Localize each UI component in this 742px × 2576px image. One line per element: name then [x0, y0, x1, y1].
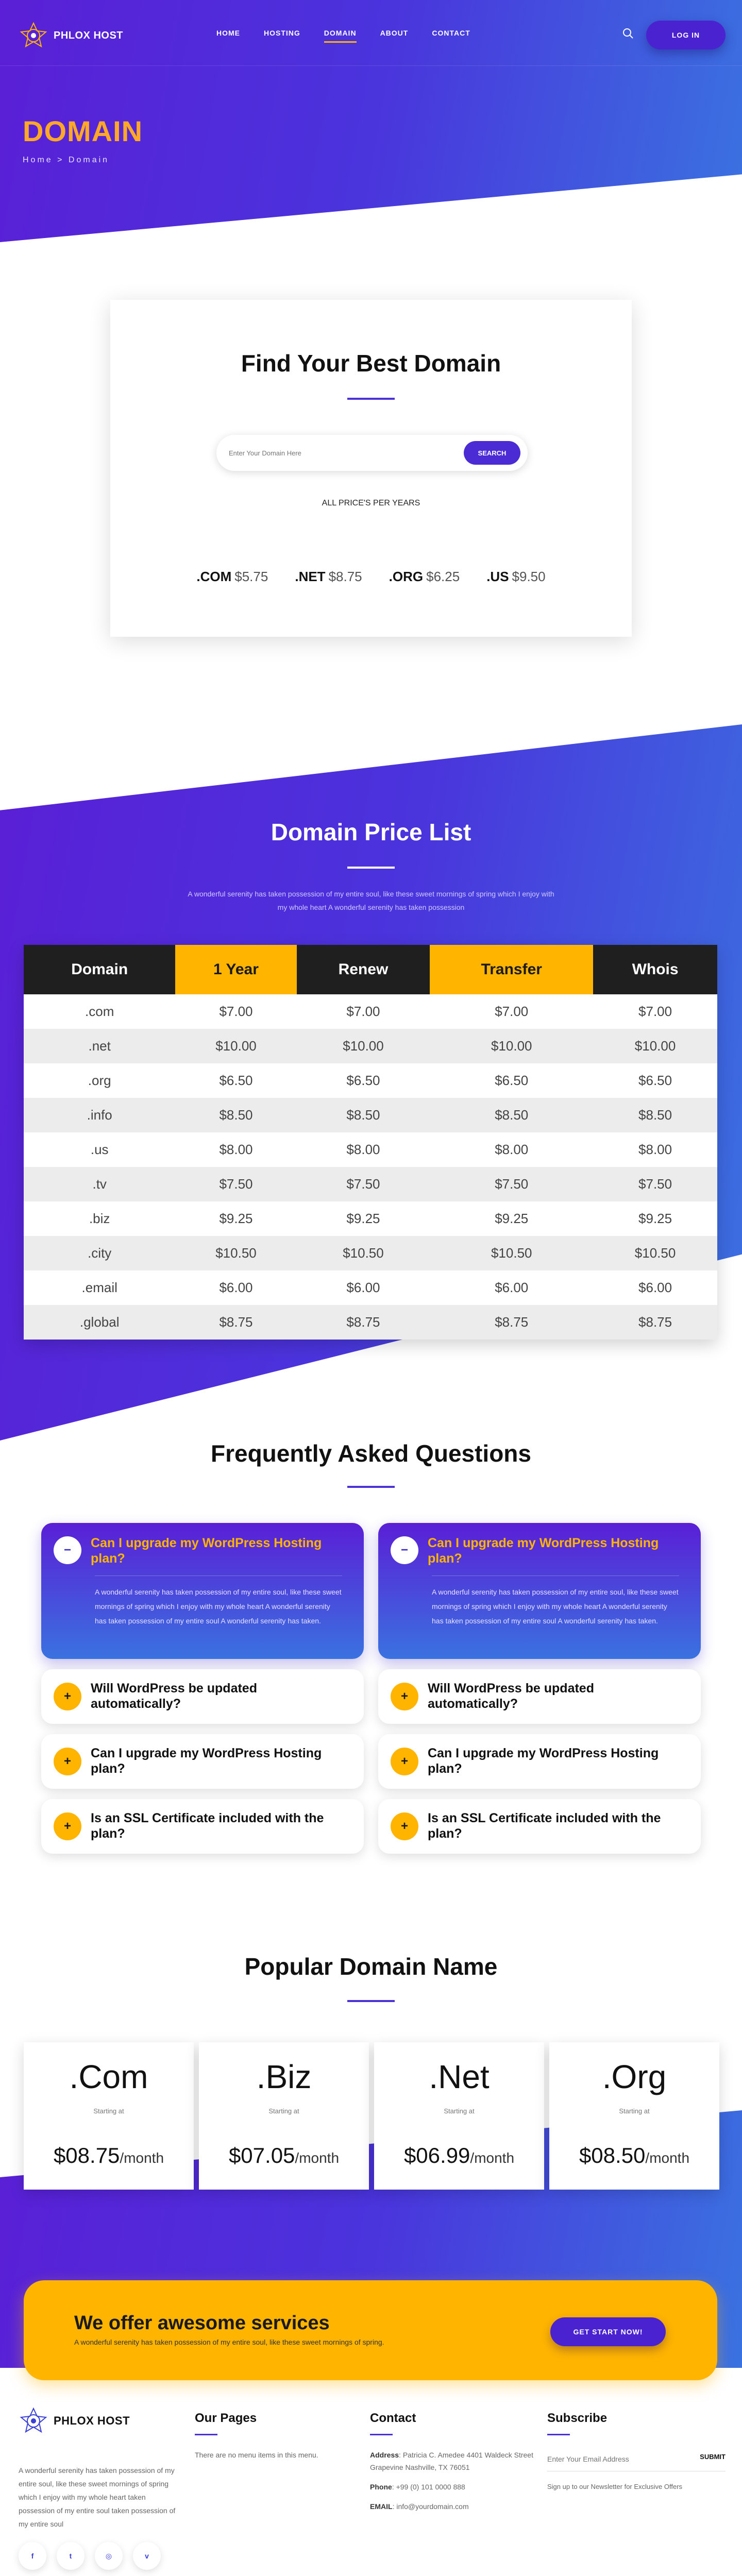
get-start-button[interactable]: GET START NOW! [550, 2317, 666, 2346]
subscribe-form [547, 2449, 726, 2471]
domain-price: $08.75/month [53, 2143, 164, 2167]
domain-tld: .Org [602, 2058, 667, 2095]
price-cell: $9.25 [593, 1201, 717, 1236]
domain-tld: .Biz [256, 2058, 312, 2095]
table-row [24, 1305, 717, 1340]
domain-cell: .biz [24, 1201, 175, 1236]
divider [432, 1575, 679, 1576]
contact-email: EMAIL: info@yourdomain.com [370, 2502, 469, 2511]
column-header: Whois [593, 945, 717, 994]
footer [0, 2406, 742, 2576]
domain-search-title: Find Your Best Domain [241, 350, 501, 377]
nav-domain[interactable]: DOMAIN [324, 29, 357, 43]
breadcrumb: Home > Domain [23, 156, 110, 164]
dribbble-icon[interactable]: ◎ [95, 2542, 123, 2570]
price-cell: $10.50 [175, 1236, 296, 1270]
domain-cell: .us [24, 1132, 175, 1167]
price-cell: $6.00 [175, 1270, 296, 1305]
plus-icon[interactable]: + [391, 1812, 418, 1840]
logo-icon [19, 2406, 48, 2436]
heading-underline [547, 2434, 570, 2435]
faq-question: Can I upgrade my WordPress Hosting plan? [428, 1746, 659, 1776]
domain-cell: .org [24, 1063, 175, 1098]
faq-question: Is an SSL Certificate included with the plan? [428, 1811, 661, 1841]
price-note: ALL PRICE'S PER YEARS [322, 499, 420, 507]
faq-question: Can I upgrade my WordPress Hosting plan? [428, 1536, 659, 1566]
domain-tld: .Net [429, 2058, 490, 2095]
starting-label: Starting at [268, 2107, 299, 2115]
footer-pages [195, 2411, 318, 2461]
main-menu [216, 29, 470, 43]
starting-label: Starting at [619, 2107, 650, 2115]
search-icon[interactable] [622, 28, 634, 39]
faq-column-left [41, 1523, 364, 1854]
submit-button[interactable]: SUBMIT [700, 2453, 726, 2461]
price-cell: $8.75 [593, 1305, 717, 1340]
domain-search-input[interactable] [229, 446, 456, 460]
title-underline [347, 398, 395, 400]
tld-price-item: .ORG $6.25 [389, 569, 460, 584]
price-cell: $8.00 [297, 1132, 430, 1167]
social-links [19, 2542, 161, 2570]
contact-phone: Phone: +99 (0) 101 0000 888 [370, 2483, 465, 2491]
domain-cell: .net [24, 1029, 175, 1063]
minus-icon[interactable]: − [54, 1536, 81, 1564]
faq-item[interactable] [378, 1799, 701, 1854]
faq-item-open[interactable] [378, 1523, 701, 1659]
table-row [24, 1063, 717, 1098]
price-cell: $9.25 [175, 1201, 296, 1236]
heading-underline [370, 2434, 393, 2435]
column-header: Domain [24, 945, 175, 994]
domain-search-card [110, 300, 632, 637]
faq-item[interactable] [378, 1669, 701, 1724]
popular-domain-cards [24, 2042, 719, 2190]
domain-card[interactable] [199, 2042, 369, 2190]
title-underline [347, 1486, 395, 1488]
faq-item[interactable] [378, 1734, 701, 1789]
price-cell: $10.00 [175, 1029, 296, 1063]
title-underline [347, 867, 395, 869]
price-cell: $8.00 [430, 1132, 593, 1167]
domain-cell: .email [24, 1270, 175, 1305]
site-logo[interactable] [19, 21, 123, 50]
faq-answer: A wonderful serenity has taken possession of my entire soul, like these sweet mornings of spring which I enjoy with my whole heart A wonderful serenity has taken possession of my entire soul A wonderful serenity has taken. [95, 1588, 342, 1625]
cta-text: A wonderful serenity has taken possession of my entire soul, like these sweet mornings of spring. [74, 2338, 384, 2346]
price-cell: $6.50 [593, 1063, 717, 1098]
domain-cell: .info [24, 1098, 175, 1132]
price-cell: $10.50 [593, 1236, 717, 1270]
faq-item[interactable] [41, 1799, 364, 1854]
twitter-icon[interactable]: t [57, 2542, 85, 2570]
domain-card[interactable] [374, 2042, 544, 2190]
divider [95, 1575, 342, 1576]
minus-icon[interactable]: − [391, 1536, 418, 1564]
price-cell: $10.50 [430, 1236, 593, 1270]
price-cell: $6.00 [297, 1270, 430, 1305]
faq-item[interactable] [41, 1669, 364, 1724]
table-row [24, 1270, 717, 1305]
domain-price: $07.05/month [228, 2143, 340, 2167]
title-underline [347, 2000, 395, 2002]
price-cell: $8.00 [175, 1132, 296, 1167]
price-cell: $8.50 [593, 1098, 717, 1132]
footer-heading: Contact [370, 2411, 416, 2425]
domain-cell: .tv [24, 1167, 175, 1201]
price-cell: $7.00 [175, 994, 296, 1029]
price-cell: $10.00 [593, 1029, 717, 1063]
brand-name: PHLOX HOST [54, 2414, 130, 2427]
nav-hosting[interactable]: HOSTING [264, 29, 300, 37]
footer-heading: Our Pages [195, 2411, 257, 2425]
column-header: Renew [297, 945, 430, 994]
contact-address: Address: Patricia C. Amedee 4401 Waldeck Street Grapevine Nashville, TX 76051 [370, 2451, 533, 2471]
price-list-title: Domain Price List [271, 819, 471, 845]
plus-icon[interactable]: + [54, 1812, 81, 1840]
table-header-row [24, 945, 717, 994]
domain-card[interactable] [549, 2042, 719, 2190]
footer-logo[interactable] [19, 2406, 130, 2436]
nav-home[interactable]: HOME [216, 29, 240, 37]
brand-name: PHLOX HOST [54, 29, 124, 41]
table-row [24, 1201, 717, 1236]
price-cell: $6.50 [175, 1063, 296, 1098]
faq-question: Is an SSL Certificate included with the plan? [91, 1811, 324, 1841]
faq-question: Will WordPress be updated automatically? [428, 1681, 594, 1711]
plus-icon[interactable]: + [391, 1683, 418, 1710]
footer-heading: Subscribe [547, 2411, 608, 2425]
domain-cell: .global [24, 1305, 175, 1340]
vimeo-icon[interactable]: v [133, 2542, 161, 2570]
domain-price: $06.99/month [403, 2143, 515, 2167]
page-title: DOMAIN [23, 115, 143, 147]
faq-question: Will WordPress be updated automatically? [91, 1681, 257, 1711]
plus-icon[interactable]: + [54, 1748, 81, 1775]
domain-search-button[interactable]: SEARCH [464, 441, 520, 465]
tld-price-list [110, 569, 632, 585]
price-cell: $9.25 [297, 1201, 430, 1236]
faq-question: Can I upgrade my WordPress Hosting plan? [91, 1746, 322, 1776]
price-cell: $8.50 [297, 1098, 430, 1132]
email-field[interactable] [547, 2455, 671, 2463]
price-cell: $6.00 [430, 1270, 593, 1305]
domain-price-table [24, 945, 717, 1340]
price-cell: $10.00 [430, 1029, 593, 1063]
domain-card[interactable] [24, 2042, 194, 2190]
price-cell: $10.00 [297, 1029, 430, 1063]
price-cell: $9.25 [430, 1201, 593, 1236]
cta-title: We offer awesome services [74, 2312, 330, 2334]
logo-icon [19, 21, 48, 50]
pages-empty-text: There are no menu items in this menu. [195, 2451, 318, 2459]
domain-search-box [216, 435, 528, 471]
price-cell: $7.50 [593, 1167, 717, 1201]
starting-label: Starting at [444, 2107, 475, 2115]
price-cell: $7.50 [297, 1167, 430, 1201]
popular-title: Popular Domain Name [244, 1953, 498, 1980]
plus-icon[interactable]: + [54, 1683, 81, 1710]
price-cell: $8.75 [430, 1305, 593, 1340]
price-cell: $7.00 [297, 994, 430, 1029]
domain-cell: .com [24, 994, 175, 1029]
nav-about[interactable]: ABOUT [380, 29, 409, 37]
subscribe-note: Sign up to our Newsletter for Exclusive Offers [547, 2483, 683, 2490]
table-row [24, 1132, 717, 1167]
footer-subscribe [547, 2411, 726, 2493]
domain-cell: .city [24, 1236, 175, 1270]
faq-item-open[interactable] [41, 1523, 364, 1659]
faq-item[interactable] [41, 1734, 364, 1789]
heading-underline [195, 2434, 217, 2435]
faq-answer: A wonderful serenity has taken possession of my entire soul, like these sweet mornings of spring which I enjoy with my whole heart A wonderful serenity has taken possession of my entire soul A wonderful serenity has taken. [432, 1588, 679, 1625]
price-cell: $10.50 [297, 1236, 430, 1270]
domain-tld: .Com [69, 2058, 148, 2095]
nav-contact[interactable]: CONTACT [432, 29, 470, 37]
tld-price-item: .US $9.50 [486, 569, 546, 584]
tld-price-item: .COM $5.75 [196, 569, 268, 584]
price-cell: $8.75 [297, 1305, 430, 1340]
faq-question: Can I upgrade my WordPress Hosting plan? [91, 1536, 322, 1566]
table-row [24, 1098, 717, 1132]
table-row [24, 1167, 717, 1201]
price-cell: $7.50 [175, 1167, 296, 1201]
plus-icon[interactable]: + [391, 1748, 418, 1775]
price-cell: $8.00 [593, 1132, 717, 1167]
price-cell: $6.50 [430, 1063, 593, 1098]
price-cell: $7.00 [430, 994, 593, 1029]
faq-title: Frequently Asked Questions [211, 1440, 531, 1467]
login-button[interactable]: LOG IN [646, 21, 726, 49]
top-navbar [0, 0, 742, 66]
domain-price: $08.50/month [579, 2143, 690, 2167]
price-cell: $8.50 [175, 1098, 296, 1132]
price-cell: $8.75 [175, 1305, 296, 1340]
price-cell: $6.50 [297, 1063, 430, 1098]
tld-price-item: .NET $8.75 [295, 569, 362, 584]
footer-about: A wonderful serenity has taken possession of my entire soul, like these sweet mornings of spring which I enjoy with my whole heart taken possession of my entire soul taken possession of my entire soul [19, 2466, 176, 2528]
price-cell: $8.50 [430, 1098, 593, 1132]
starting-label: Starting at [93, 2107, 124, 2115]
column-header: Transfer [430, 945, 593, 994]
table-row [24, 1029, 717, 1063]
price-cell: $7.00 [593, 994, 717, 1029]
price-list-subtitle: A wonderful serenity has taken possession of my entire soul, like these sweet mornings of spring which I enjoy with my whole heart A wonderful serenity has taken possession [188, 890, 554, 911]
column-header: 1 Year [175, 945, 296, 994]
price-cell: $7.50 [430, 1167, 593, 1201]
price-cell: $6.00 [593, 1270, 717, 1305]
table-row [24, 1236, 717, 1270]
faq-column-right [378, 1523, 701, 1854]
footer-contact [370, 2411, 535, 2513]
table-row [24, 994, 717, 1029]
facebook-icon[interactable]: f [19, 2542, 46, 2570]
cta-banner [24, 2280, 717, 2380]
